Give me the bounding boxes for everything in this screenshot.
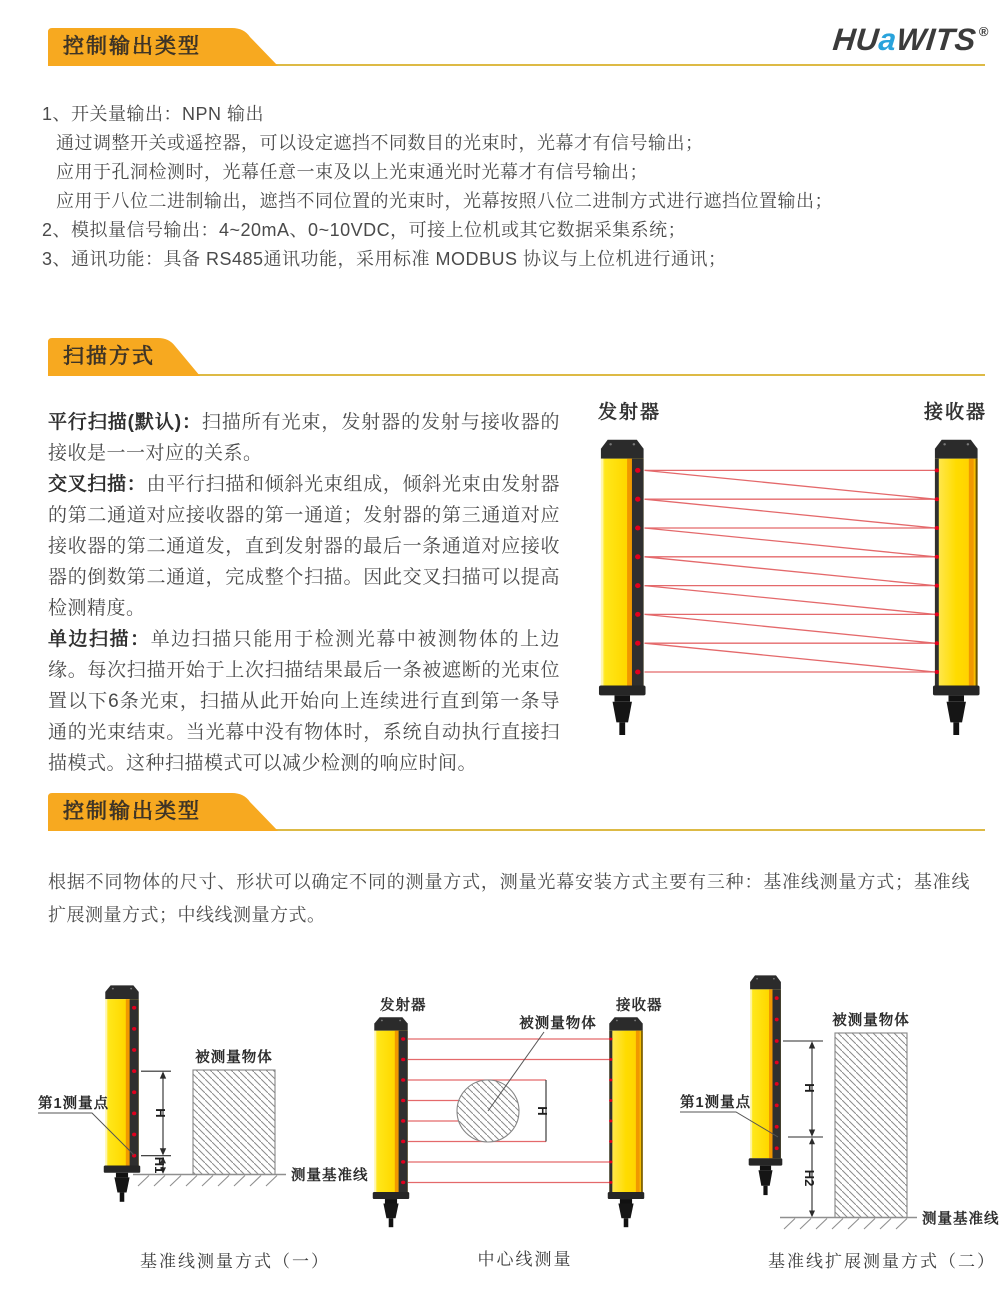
paragraph-lead: 单边扫描： bbox=[48, 629, 151, 650]
centerline-measurement-diagram bbox=[340, 960, 670, 1292]
object-label: 被测量物体 bbox=[519, 1016, 597, 1032]
paragraph-cross-scan bbox=[48, 469, 560, 624]
baseline-hatch bbox=[138, 1176, 277, 1187]
registered-mark: ® bbox=[978, 24, 990, 39]
paragraph-body: 扫描所有光束，发射器的发射与接收器的接收是一一对应的关系。 bbox=[48, 412, 560, 464]
logo-suffix: WITS bbox=[894, 22, 978, 57]
diagram-caption: 基准线测量方式（一） bbox=[140, 1252, 330, 1271]
list-item: 2、模拟量信号输出：4~20mA、0~10VDC，可接上位机或其它数据采集系统； bbox=[42, 220, 687, 240]
section-banner-measurement bbox=[48, 793, 278, 831]
brand-logo bbox=[831, 22, 990, 58]
baseline-label: 测量基准线 bbox=[922, 1211, 1000, 1228]
light-curtain-receiver bbox=[933, 440, 980, 735]
transmitter-label: 发射器 bbox=[380, 998, 427, 1014]
diagram-caption: 基准线扩展测量方式（二） bbox=[768, 1252, 996, 1271]
paragraph-lead: 平行扫描(默认)： bbox=[48, 412, 202, 433]
baseline-measurement-diagram bbox=[30, 960, 369, 1292]
receiver-label: 接收器 bbox=[616, 998, 663, 1014]
list-item: 通过调整开关或遥控器，可以设定遮挡不同数目的光束时，光幕才有信号输出； bbox=[56, 133, 704, 153]
list-item: 1、开关量输出：NPN 输出 bbox=[42, 104, 265, 124]
dim-label-h2: H2 bbox=[802, 1169, 817, 1187]
extended-baseline-measurement-diagram bbox=[660, 960, 1000, 1292]
dim-label-h1: H1 bbox=[152, 1156, 167, 1174]
baseline-label: 测量基准线 bbox=[291, 1168, 369, 1184]
arrow-up-icon bbox=[809, 1138, 815, 1145]
dim-label-h: H bbox=[153, 1108, 168, 1118]
section-banner-scan-methods bbox=[48, 338, 200, 376]
banner-title: 控制输出类型 bbox=[63, 35, 201, 58]
logo-accent-letter: a bbox=[876, 22, 899, 57]
measured-object bbox=[193, 1070, 275, 1175]
light-curtain-transmitter bbox=[599, 440, 646, 735]
list-item: 3、通讯功能：具备 RS485通讯功能，采用标准 MODBUS 协议与上位机进行通讯； bbox=[42, 249, 727, 269]
arrow-up-icon bbox=[809, 1041, 815, 1048]
list-item: 应用于孔洞检测时，光幕任意一束及以上光束通光时光幕才有信号输出； bbox=[56, 162, 648, 182]
light-curtain-tower bbox=[104, 985, 140, 1201]
measurement-intro: 根据不同物体的尺寸、形状可以确定不同的测量方式，测量光幕安装方式主要有三种：基准线测量方式；基准线扩展测量方式；中线线测量方式。 bbox=[48, 872, 970, 925]
light-curtain-tower bbox=[749, 975, 783, 1195]
dim-label-h: H bbox=[802, 1083, 817, 1093]
light-beams bbox=[645, 470, 936, 672]
dim-label-h: H bbox=[535, 1106, 550, 1116]
object-label: 被测量物体 bbox=[195, 1050, 273, 1066]
arrow-up-icon bbox=[160, 1071, 166, 1078]
transmitter-label: 发射器 bbox=[598, 402, 662, 423]
first-point-label: 第1测量点 bbox=[38, 1096, 110, 1112]
arrow-down-icon bbox=[809, 1130, 815, 1137]
paragraph-lead: 交叉扫描： bbox=[48, 474, 147, 495]
diagram-caption: 中心线测量 bbox=[477, 1250, 573, 1269]
light-curtain-receiver bbox=[608, 1017, 644, 1227]
paragraph-single-edge-scan bbox=[48, 624, 560, 779]
arrow-down-icon bbox=[160, 1148, 166, 1155]
section-banner-output-types bbox=[48, 28, 278, 66]
logo-prefix: HU bbox=[831, 22, 881, 57]
paragraph-body: 由平行扫描和倾斜光束组成，倾斜光束由发射器的第二通道对应接收器的第一通道；发射器的第三通道对应接收器的第二通道发，直到发射器的最后一条通道对应接收器的倒数第二通道，完成整个扫描。因此交叉扫描可以提高检测精度。 bbox=[48, 474, 560, 619]
scan-pattern-diagram bbox=[560, 382, 1000, 782]
receiver-label: 接收器 bbox=[924, 402, 988, 423]
baseline-hatch bbox=[784, 1219, 907, 1230]
light-curtain-transmitter bbox=[373, 1017, 409, 1227]
banner-title: 控制输出类型 bbox=[63, 800, 201, 823]
object-label: 被测量物体 bbox=[832, 1013, 910, 1029]
banner-title: 扫描方式 bbox=[63, 345, 155, 368]
scan-methods-text bbox=[48, 407, 560, 779]
paragraph-parallel-scan bbox=[48, 407, 560, 469]
output-types-list bbox=[42, 100, 952, 274]
paragraph-body: 单边扫描只能用于检测光幕中被测物体的上边缘。每次扫描开始于上次扫描结果最后一条被遮断的光束位置以下6条光束，扫描从此开始向上连续进行直到第一条导通的光束结束。当光幕中没有物体时，系统自动执行直接扫描模式。这种扫描模式可以减少检测的响应时间。 bbox=[48, 629, 560, 774]
measured-object bbox=[835, 1033, 907, 1218]
first-point-label: 第1测量点 bbox=[680, 1095, 752, 1111]
arrow-down-icon bbox=[809, 1211, 815, 1218]
list-item: 应用于八位二进制输出，遮挡不同位置的光束时，光幕按照八位二进制方式进行遮挡位置输出； bbox=[56, 191, 833, 211]
